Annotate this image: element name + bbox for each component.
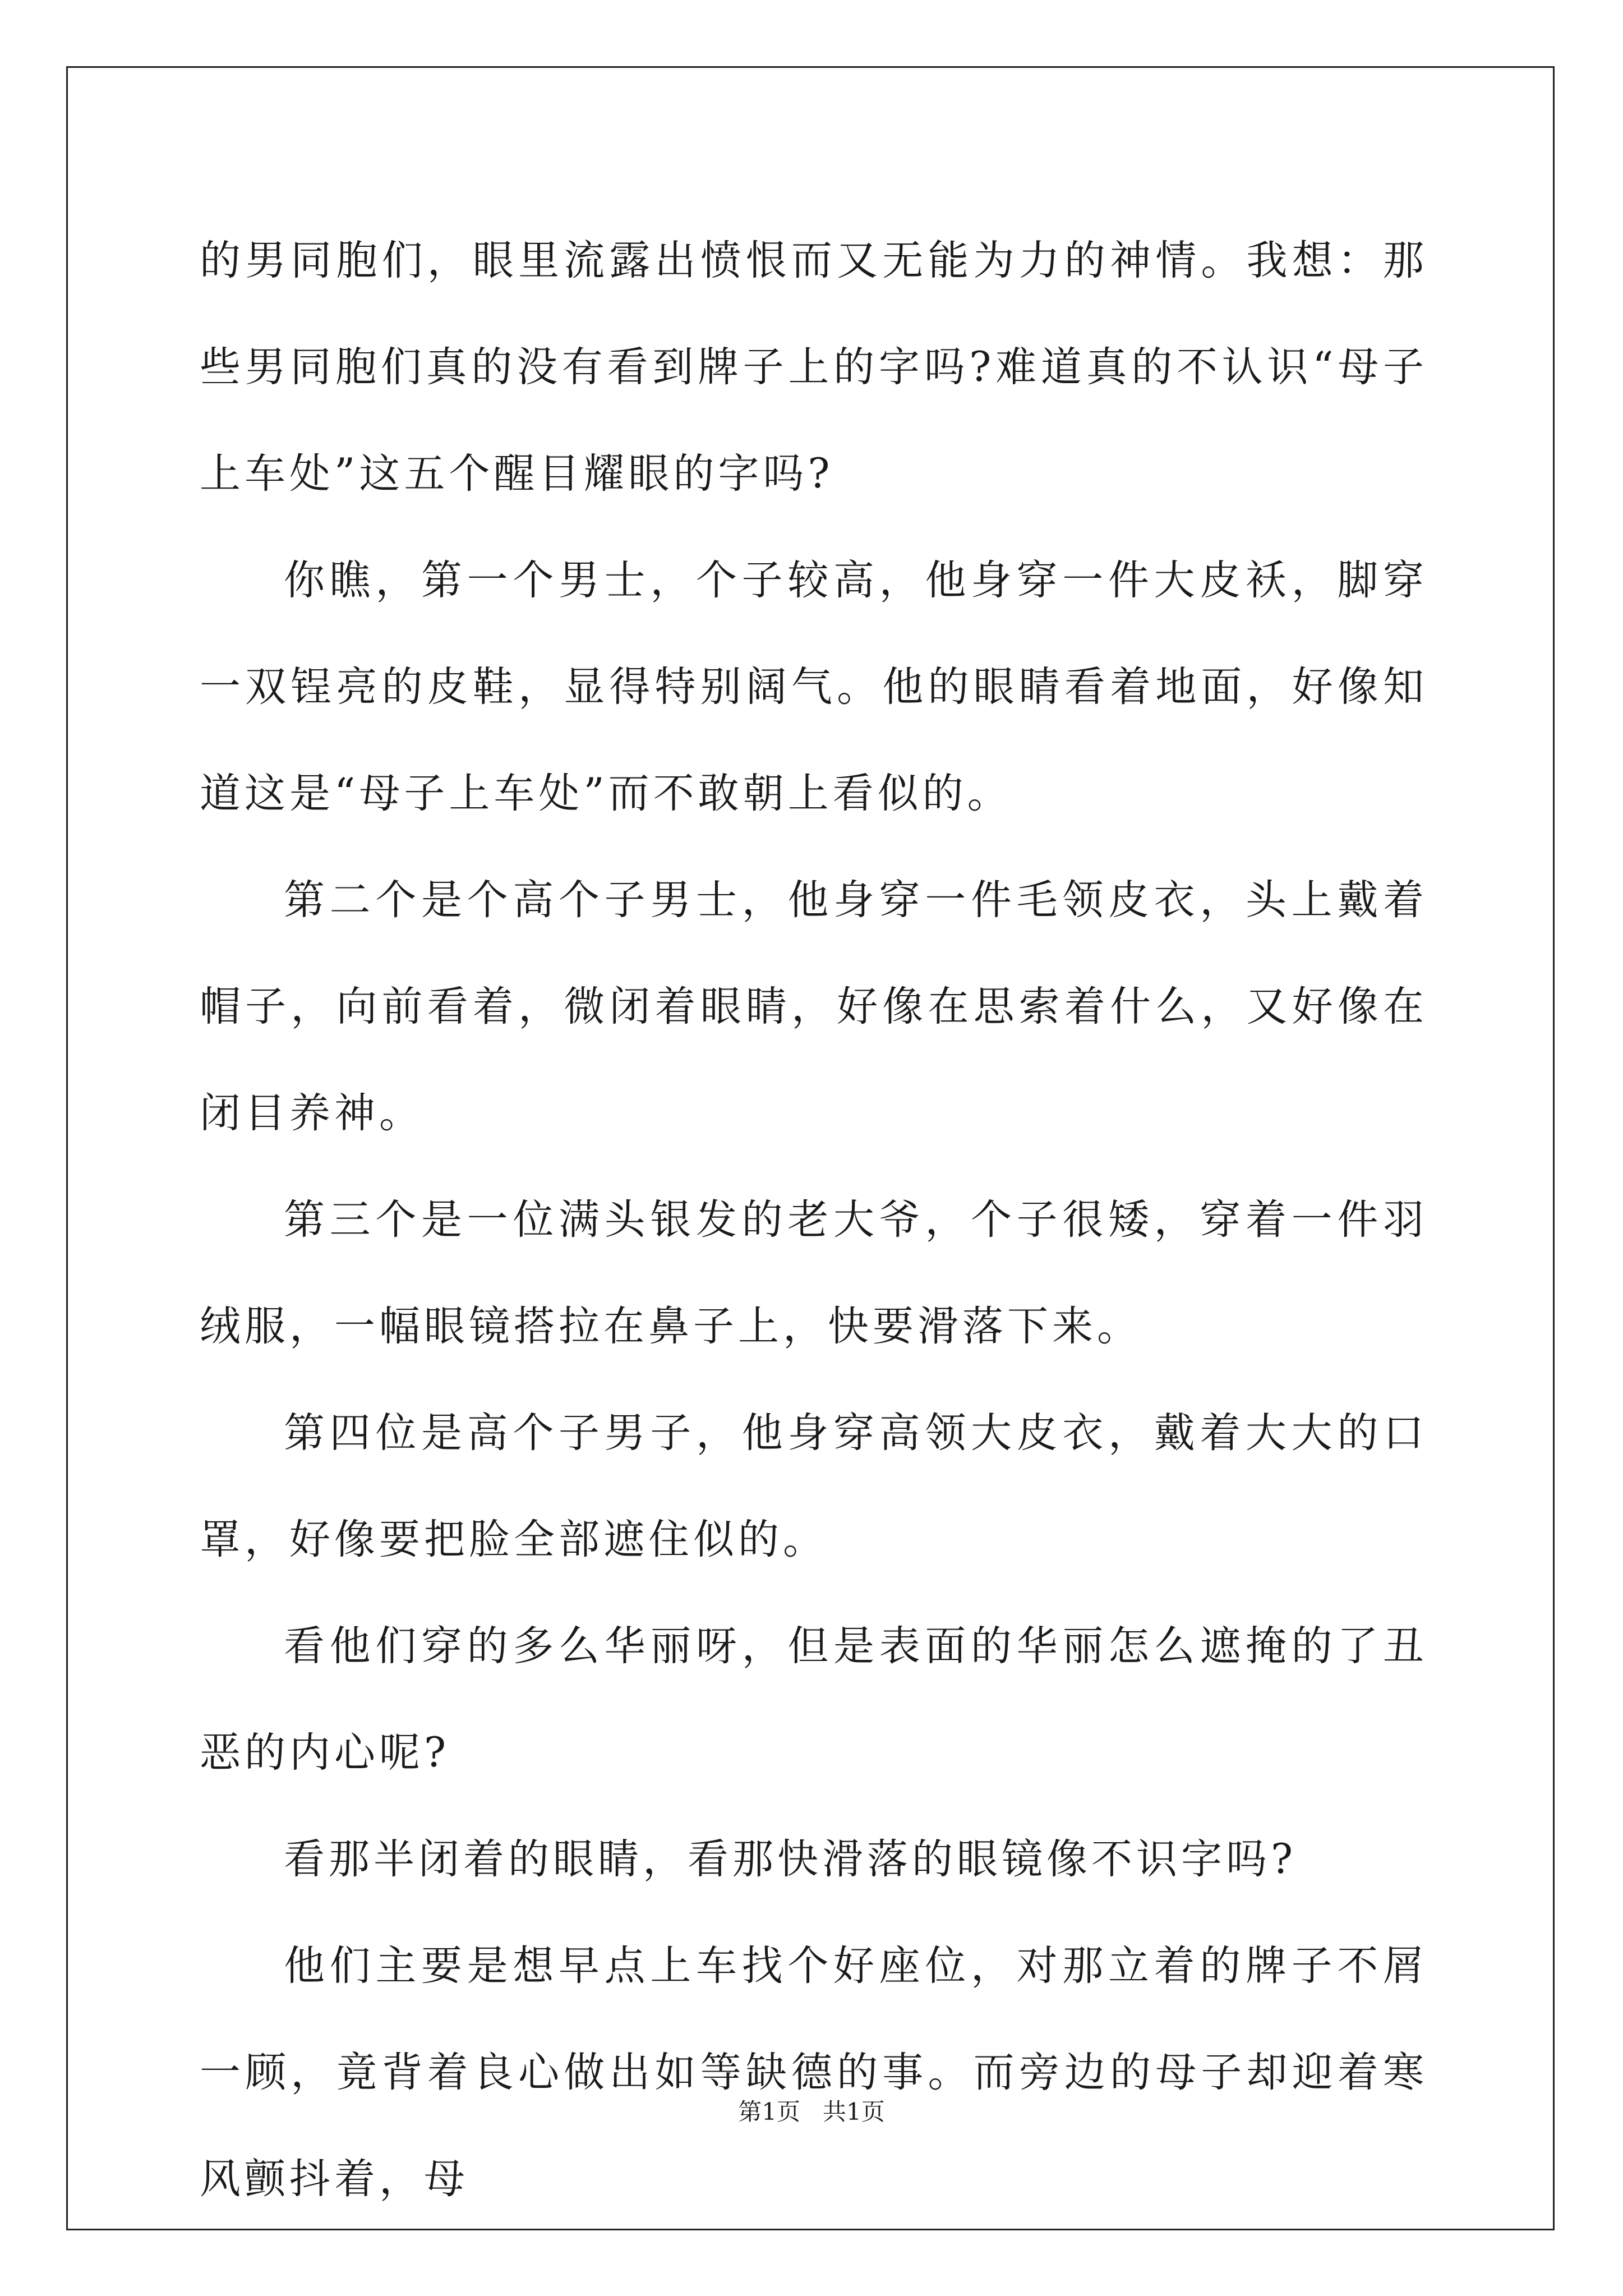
- paragraph-2: 你瞧，第一个男士，个子较高，他身穿一件大皮袄，脚穿一双锃亮的皮鞋，显得特别阔气。他的眼睛看着地面，好像知道这是“母子上车处”而不敢朝上看似的。: [200, 556, 1428, 817]
- paragraph-8: 他们主要是想早点上车找个好座位，对那立着的牌子不屑一顾，竟背着良心做出如等缺德的事。而旁边的母子却迎着寒风颤抖着，母: [200, 1942, 1428, 2203]
- page-total: 共1页: [823, 2098, 885, 2125]
- page-number: 第1页: [738, 2098, 800, 2125]
- page-footer: [0, 2095, 1623, 2129]
- paragraph-7: 看那半闭着的眼睛，看那快滑落的眼镜像不识字吗?: [284, 1835, 1297, 1883]
- paragraph-3: 第二个是个高个子男士，他身穿一件毛领皮衣，头上戴着帽子，向前看着，微闭着眼睛，好像在思索着什么，又好像在闭目养神。: [200, 876, 1428, 1137]
- paragraph-1: 的男同胞们，眼里流露出愤恨而又无能为力的神情。我想：那些男同胞们真的没有看到牌子上的字吗?难道真的不认识“母子上车处”这五个醒目耀眼的字吗?: [200, 237, 1428, 498]
- paragraph-4: 第三个是一位满头银发的老大爷，个子很矮，穿着一件羽绒服，一幅眼镜搭拉在鼻子上，快要滑落下来。: [200, 1196, 1428, 1350]
- paragraph-5: 第四位是高个子男子，他身穿高领大皮衣，戴着大大的口罩，好像要把脸全部遮住似的。: [200, 1409, 1428, 1563]
- paragraph-6: 看他们穿的多么华丽呀，但是表面的华丽怎么遮掩的了丑恶的内心呢?: [200, 1622, 1428, 1777]
- document-body: [200, 208, 1428, 2233]
